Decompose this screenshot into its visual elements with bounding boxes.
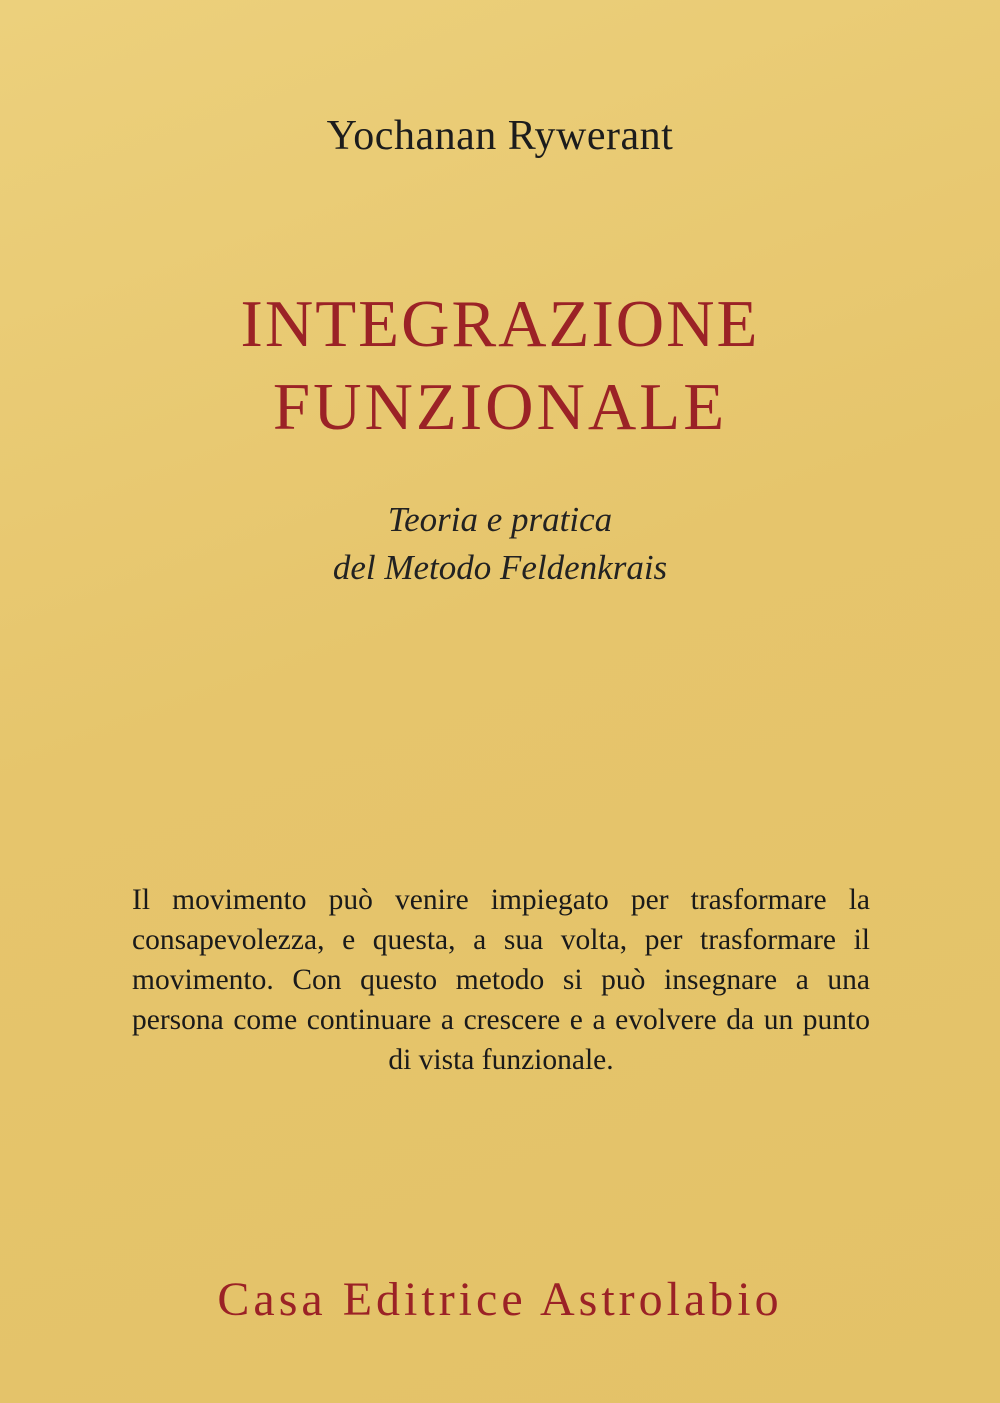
book-title xyxy=(0,283,1000,449)
publisher-name: Casa Editrice Astrolabio xyxy=(217,1273,783,1326)
subtitle-line-2: del Metodo Feldenkrais xyxy=(332,548,668,587)
cover-blurb: Il movimento può venire impiegato per trasformare la consapevolezza, e questa, a sua volta, per trasformare il movimento. Con questo metodo si può insegnare a una persona come continuare a crescere e a evolvere da un punto di vista funzionale. xyxy=(132,884,870,1076)
author-name: Yochanan Rywerant xyxy=(326,113,674,159)
subtitle-line-1: Teoria e pratica xyxy=(387,500,613,539)
title-line-2: FUNZIONALE xyxy=(272,370,728,444)
book-subtitle xyxy=(0,496,1000,592)
title-line-1: INTEGRAZIONE xyxy=(240,287,760,361)
